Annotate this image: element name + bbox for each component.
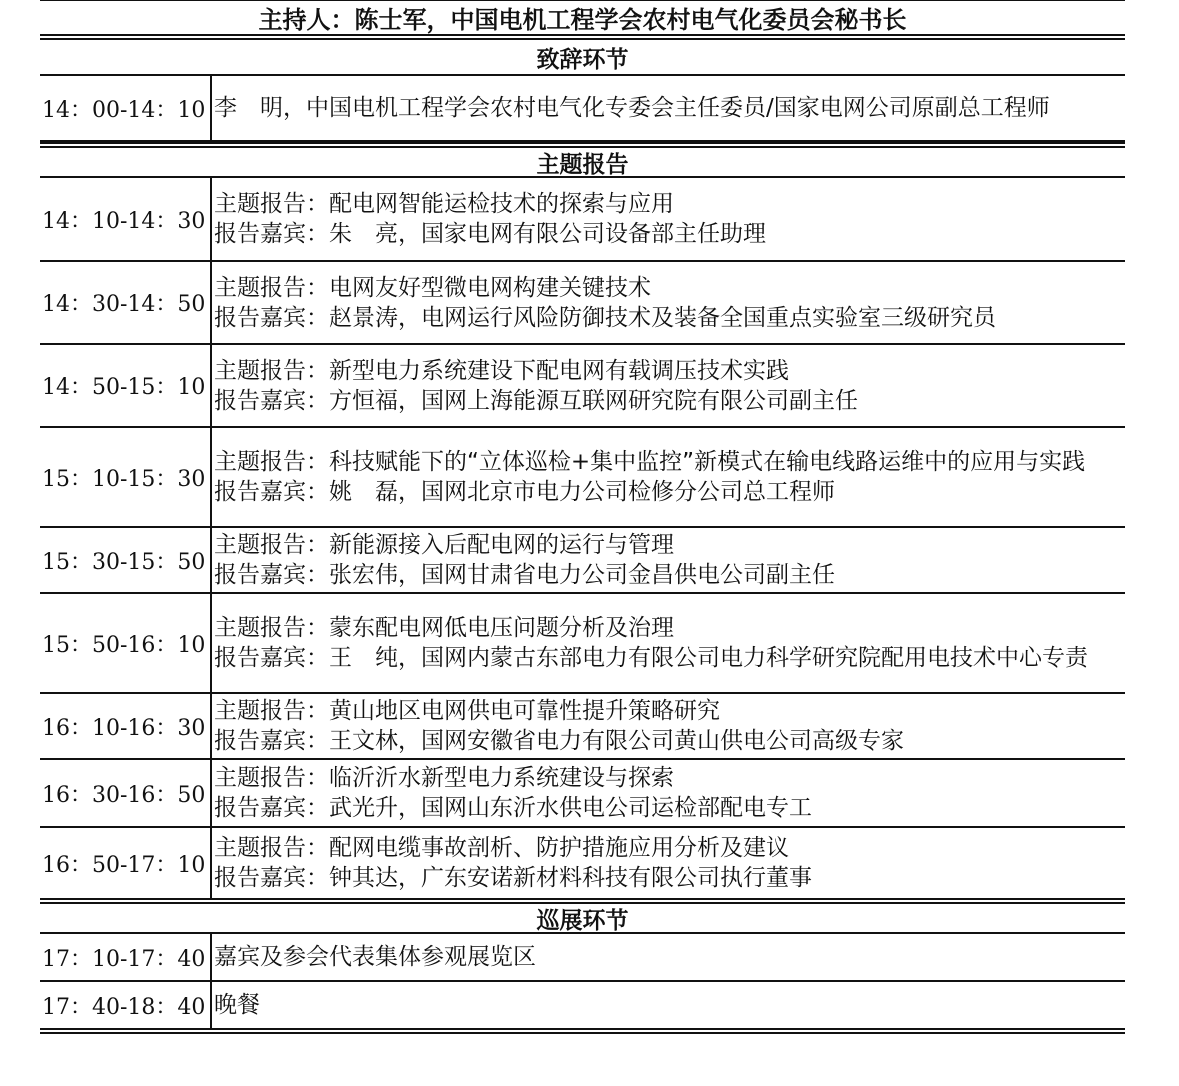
table-row [40, 178, 1125, 262]
section-exhibition: 巡展环节 [40, 898, 1125, 934]
time-cell: 15：50-16：10 [40, 594, 212, 692]
report-guest: 报告嘉宾：钟其达，广东安诺新材料科技有限公司执行董事 [214, 865, 812, 891]
report-guest: 报告嘉宾：姚 磊，国网北京市电力公司检修分公司总工程师 [214, 479, 835, 505]
report-topic: 主题报告：电网友好型微电网构建关键技术 [214, 274, 651, 301]
content-cell [212, 178, 1125, 260]
report-topic: 主题报告：配电网智能运检技术的探索与应用 [214, 191, 674, 217]
table-row [40, 262, 1125, 345]
time-cell: 14：50-15：10 [40, 345, 212, 426]
report-topic: 主题报告：配网电缆事故剖析、防护措施应用分析及建议 [214, 835, 789, 861]
report-topic: 主题报告：黄山地区电网供电可靠性提升策略研究 [214, 698, 720, 724]
exhibition-activity: 晚餐 [214, 992, 260, 1018]
report-guest: 报告嘉宾：朱 亮，国家电网有限公司设备部主任助理 [214, 221, 766, 247]
section-opening: 致辞环节 [40, 40, 1125, 76]
content-cell [212, 262, 1125, 343]
report-guest: 报告嘉宾：王文林，国网安徽省电力有限公司黄山供电公司高级专家 [214, 728, 904, 754]
table-row [40, 694, 1125, 760]
exhibition-activity: 嘉宾及参会代表集体参观展览区 [214, 944, 536, 970]
report-guest: 报告嘉宾：张宏伟，国网甘肃省电力公司金昌供电公司副主任 [214, 562, 835, 588]
report-topic: 主题报告：科技赋能下的“立体巡检+集中监控”新模式在输电线路运维中的应用与实践 [214, 449, 1086, 475]
section-reports: 主题报告 [40, 142, 1125, 178]
table-row [40, 76, 1125, 142]
host-line: 主持人：陈士军，中国电机工程学会农村电气化委员会秘书长 [40, 0, 1125, 40]
agenda-table [40, 0, 1125, 1034]
table-row [40, 760, 1125, 828]
time-cell: 16：30-16：50 [40, 760, 212, 826]
table-row [40, 428, 1125, 528]
report-guest: 报告嘉宾：方恒福，国网上海能源互联网研究院有限公司副主任 [214, 387, 858, 414]
table-row [40, 982, 1125, 1034]
content-cell [212, 982, 1125, 1028]
report-topic: 主题报告：临沂沂水新型电力系统建设与探索 [214, 765, 674, 791]
content-cell [212, 345, 1125, 426]
content-cell [212, 76, 1125, 140]
content-cell [212, 528, 1125, 592]
content-cell [212, 934, 1125, 980]
table-row [40, 594, 1125, 694]
report-guest: 报告嘉宾：武光升，国网山东沂水供电公司运检部配电专工 [214, 795, 812, 821]
content-cell [212, 760, 1125, 826]
time-cell: 16：10-16：30 [40, 694, 212, 758]
report-topic: 主题报告：蒙东配电网低电压问题分析及治理 [214, 615, 674, 641]
report-topic: 主题报告：新能源接入后配电网的运行与管理 [214, 532, 674, 558]
time-cell: 15：30-15：50 [40, 528, 212, 592]
report-topic: 主题报告：新型电力系统建设下配电网有载调压技术实践 [214, 357, 789, 384]
report-guest: 报告嘉宾：王 纯，国网内蒙古东部电力有限公司电力科学研究院配用电技术中心专责 [214, 645, 1088, 671]
table-row [40, 528, 1125, 594]
time-cell: 15：10-15：30 [40, 428, 212, 526]
time-cell: 17：40-18：40 [40, 982, 212, 1028]
time-cell: 17：10-17：40 [40, 934, 212, 980]
content-cell [212, 694, 1125, 758]
table-row [40, 345, 1125, 428]
report-guest: 报告嘉宾：赵景涛，电网运行风险防御技术及装备全国重点实验室三级研究员 [214, 304, 996, 331]
content-cell [212, 828, 1125, 898]
content-cell [212, 594, 1125, 692]
time-cell: 14：10-14：30 [40, 178, 212, 260]
table-row [40, 934, 1125, 982]
opening-speaker: 李 明，中国电机工程学会农村电气化专委会主任委员/国家电网公司原副总工程师 [214, 95, 1050, 121]
time-cell: 14：30-14：50 [40, 262, 212, 343]
time-cell: 16：50-17：10 [40, 828, 212, 898]
content-cell [212, 428, 1125, 526]
time-cell: 14：00-14：10 [40, 76, 212, 140]
table-row [40, 828, 1125, 898]
